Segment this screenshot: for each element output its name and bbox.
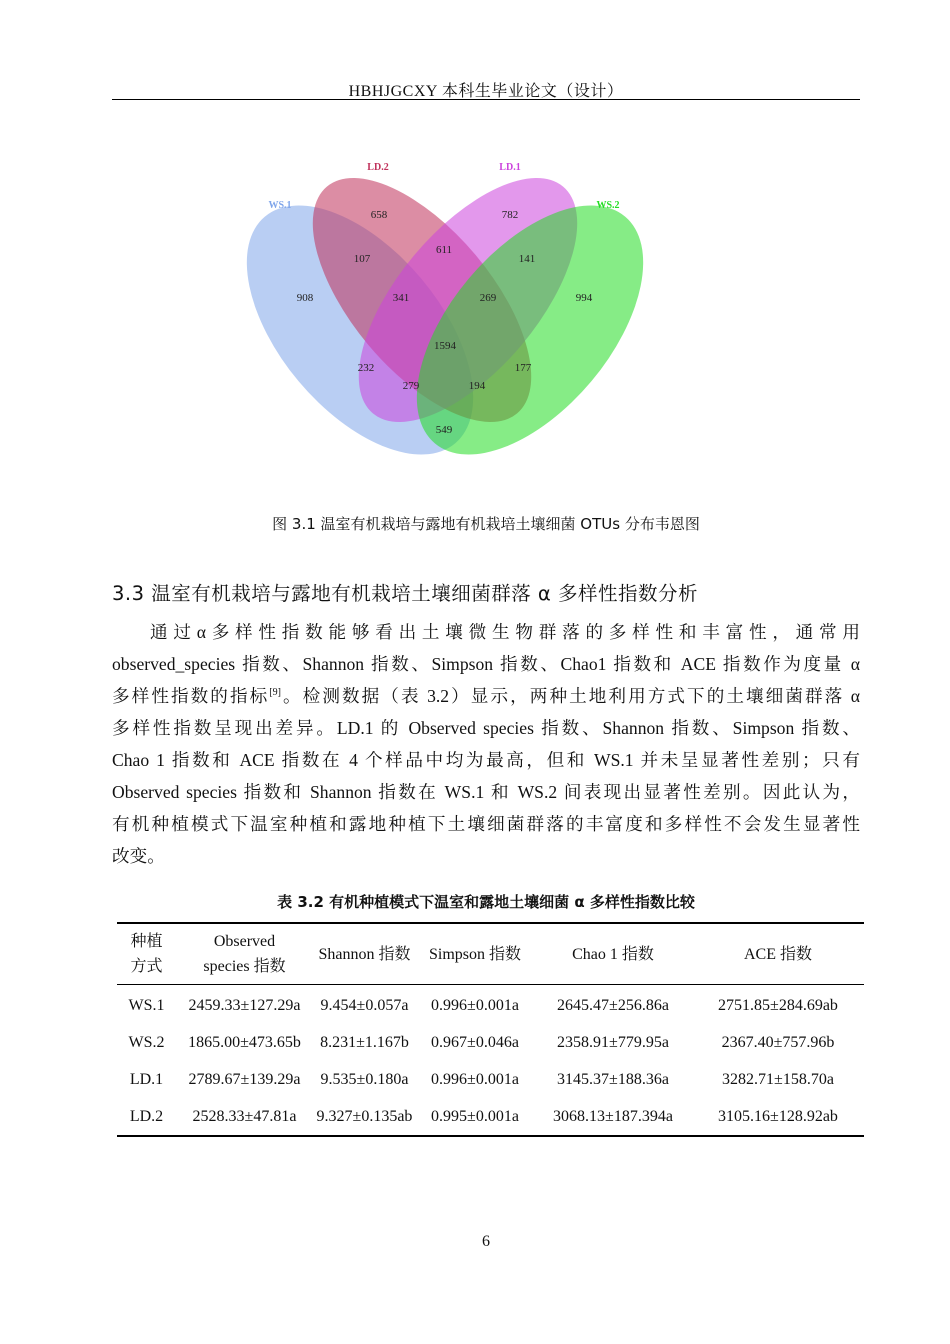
paragraph-line: observed_species 指数、Shannon 指数、Simpson 指数、Chao1 指数和 ACE 指数作为度量 α (112, 654, 860, 674)
paragraph-line (112, 683, 860, 708)
venn-label-ws2: WS.2 (596, 200, 620, 211)
table-cell: WS.1 (128, 996, 165, 1014)
column-header: 种植 方式 (117, 923, 176, 985)
table-cell: 0.967±0.046a (431, 1033, 519, 1051)
venn-diagram (240, 150, 660, 480)
table-row (117, 985, 864, 1025)
table-cell: 8.231±1.167b (320, 1033, 409, 1051)
table-cell: 2751.85±284.69ab (718, 996, 838, 1014)
paragraph-line: 改变。 (112, 846, 165, 866)
venn-count-ld2-ld1: 611 (435, 244, 453, 256)
table-row (117, 1024, 864, 1061)
venn-count-ws1-ld1-ws2: 279 (402, 380, 420, 392)
table-header-row (117, 923, 864, 985)
venn-count-ws1-only: 908 (296, 292, 314, 304)
paragraph-line: Chao 1 指数和 ACE 指数在 4 个样品中均为最高，但和 WS.1 并未呈显著性差别；只有 (112, 750, 860, 770)
venn-count-ws1-ld2-ld1: 341 (392, 292, 410, 304)
table-cell: 3068.13±187.394a (534, 1098, 692, 1136)
venn-count-ld1-only: 782 (501, 209, 519, 221)
venn-count-ld2-ld1-ws2: 269 (479, 292, 497, 304)
section-heading: 3.3 温室有机栽培与露地有机栽培土壤细菌群落 α 多样性指数分析 (112, 582, 698, 605)
venn-count-ws1-ld2: 107 (353, 253, 371, 265)
running-header: HBHJGCXY 本科生毕业论文（设计） (348, 83, 624, 100)
venn-count-ws1-ld1: 232 (357, 362, 375, 374)
table-cell: 2367.40±757.96b (721, 1033, 835, 1051)
paragraph-line: 多样性指数呈现出差异。LD.1 的 Observed species 指数、Shannon 指数、Simpson 指数、 (112, 718, 860, 738)
table-cell: 9.535±0.180a (320, 1070, 409, 1088)
column-header: Observed species 指数 (176, 923, 313, 985)
paragraph-line: 有机种植模式下温室种植和露地种植下土壤细菌群落的丰富度和多样性不会发生显著性 (112, 814, 860, 834)
table-cell: 2789.67±139.29a (188, 1070, 301, 1088)
table-cell: 0.995±0.001a (416, 1098, 534, 1136)
table-row (117, 1098, 864, 1136)
table-cell: 3282.71±158.70a (722, 1070, 834, 1088)
venn-count-ld1-ws2: 141 (518, 253, 536, 265)
table-cell: 2528.33±47.81a (176, 1098, 313, 1136)
table-cell: 2358.91±779.95a (557, 1033, 669, 1051)
citation-ref[interactable]: [9] (269, 687, 281, 699)
venn-count-ws2-only: 994 (575, 292, 593, 304)
column-header: ACE 指数 (692, 923, 864, 985)
venn-count-all: 1594 (434, 340, 456, 352)
venn-label-ld1: LD.1 (499, 162, 521, 173)
paragraph-line: 通过α多样性指数能够看出土壤微生物群落的多样性和丰富性，通常用 (150, 622, 860, 642)
venn-count-ld2-only: 658 (370, 209, 388, 221)
table-cell: 3145.37±188.36a (557, 1070, 669, 1088)
page-number: 6 (482, 1233, 490, 1250)
table-cell: 1865.00±473.65b (188, 1033, 301, 1051)
venn-count-ld2-ws2: 177 (514, 362, 532, 374)
table-cell: 2645.47±256.86a (557, 996, 669, 1014)
figure-caption: 图 3.1 温室有机栽培与露地有机栽培土壤细菌 OTUs 分布韦恩图 (272, 515, 700, 533)
paragraph-line: Observed species 指数和 Shannon 指数在 WS.1 和 WS.2 间表现出显著性差别。因此认为， (112, 782, 860, 802)
table-cell: 9.327±0.135ab (313, 1098, 416, 1136)
header-rule (112, 99, 860, 100)
paragraph-text: 。检测数据（表 3.2）显示，两种土地利用方式下的土壤细菌群落 α (280, 686, 860, 706)
column-header: Chao 1 指数 (534, 923, 692, 985)
table-cell: 9.454±0.057a (320, 996, 409, 1014)
venn-count-ws1-ld2-ws2: 194 (468, 380, 486, 392)
table-cell: LD.2 (117, 1098, 176, 1136)
table-caption: 表 3.2 有机种植模式下温室和露地土壤细菌 α 多样性指数比较 (277, 893, 695, 911)
table-cell: LD.1 (129, 1070, 164, 1088)
venn-label-ld2: LD.2 (367, 162, 389, 173)
table-cell: WS.2 (128, 1033, 165, 1051)
table-cell: 3105.16±128.92ab (692, 1098, 864, 1136)
table-cell: 0.996±0.001a (431, 996, 519, 1014)
venn-count-ws1-ws2: 549 (435, 424, 453, 436)
table-cell: 2459.33±127.29a (188, 996, 301, 1014)
table-row (117, 1061, 864, 1098)
venn-label-ws1: WS.1 (268, 200, 292, 211)
column-header: Shannon 指数 (313, 923, 416, 985)
table-cell: 0.996±0.001a (431, 1070, 519, 1088)
column-header: Simpson 指数 (416, 923, 534, 985)
paragraph-text: 多样性指数的指标 (112, 686, 270, 706)
alpha-diversity-table (117, 922, 864, 1137)
